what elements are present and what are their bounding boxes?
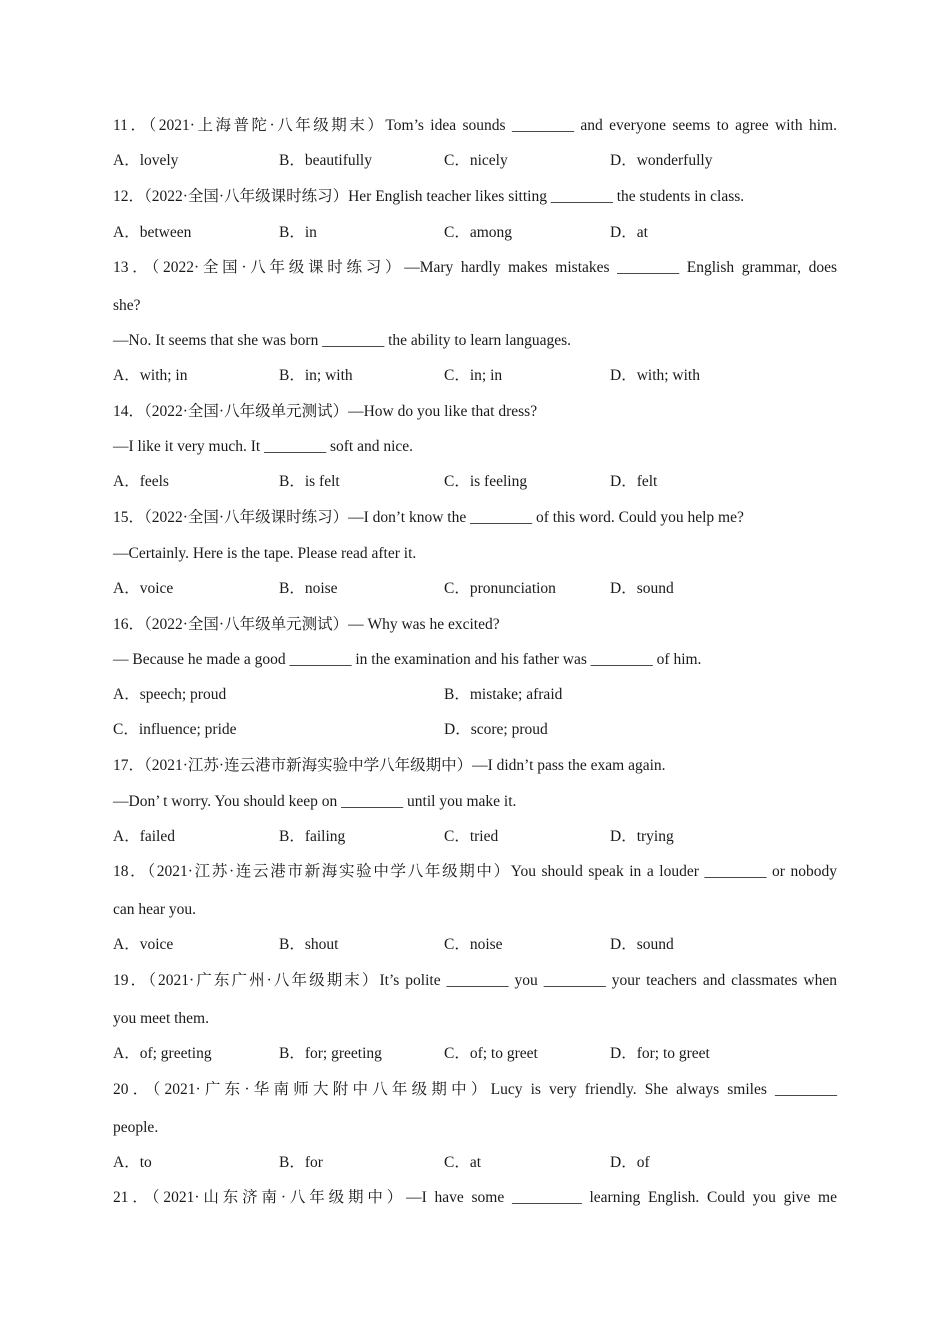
q19-option-b: B．for; greeting: [279, 1045, 382, 1062]
q20-option-c: C．at: [444, 1154, 482, 1171]
q15-option-c: C．pronunciation: [444, 580, 556, 597]
q20-option-a: A．to: [113, 1154, 152, 1171]
question-17-line-1: 17．（2021·江苏·连云港市新海实验中学八年级期中）—I didn’t pass the exam again.: [113, 757, 666, 774]
q19-option-a: A．of; greeting: [113, 1045, 212, 1062]
q12-option-a: A．between: [113, 224, 192, 241]
q18-option-d: D．sound: [610, 936, 674, 953]
q19-option-d: D．for; to greet: [610, 1045, 710, 1062]
q14-option-c: C．is feeling: [444, 473, 528, 490]
q20-option-b: B．for: [279, 1154, 323, 1171]
q17-option-a: A．failed: [113, 828, 175, 845]
q13-option-b: B．in; with: [279, 367, 353, 384]
q11-option-a: A．lovely: [113, 152, 179, 169]
question-20-line-1: 20．（2021·广东·华南师大附中八年级期中）Lucy is very friendly. She always smiles ________: [113, 1081, 837, 1098]
q15-option-b: B．noise: [279, 580, 338, 597]
question-14-line-2: —I like it very much. It ________ soft and nice.: [113, 438, 414, 455]
question-18-line-1: 18．（2021·江苏·连云港市新海实验中学八年级期中）You should speak in a louder ________ or nobody: [113, 863, 837, 880]
q19-option-c: C．of; to greet: [444, 1045, 538, 1062]
q15-option-d: D．sound: [610, 580, 674, 597]
question-16-line-1: 16．（2022·全国·八年级单元测试）— Why was he excited?: [113, 616, 500, 633]
question-20-line-2: people.: [113, 1119, 159, 1136]
q17-option-b: B．failing: [279, 828, 346, 845]
q13-option-a: A．with; in: [113, 367, 188, 384]
question-15-line-2: —Certainly. Here is the tape. Please read after it.: [113, 545, 417, 562]
q12-option-b: B．in: [279, 224, 317, 241]
question-18-line-2: can hear you.: [113, 901, 197, 918]
q16-option-d: D．score; proud: [444, 721, 548, 738]
q17-option-d: D．trying: [610, 828, 674, 845]
q11-option-b: B．beautifully: [279, 152, 372, 169]
question-19-line-2: you meet them.: [113, 1010, 209, 1027]
question-17-line-2: —Don’ t worry. You should keep on ________ until you make it.: [113, 793, 517, 810]
q16-option-a: A．speech; proud: [113, 686, 227, 703]
q11-option-c: C．nicely: [444, 152, 508, 169]
q13-option-d: D．with; with: [610, 367, 700, 384]
question-19-line-1: 19．（2021·广东广州·八年级期末）It’s polite ________ you ________ your teachers and classmates when: [113, 972, 837, 989]
question-13-line-2: she?: [113, 297, 141, 314]
q18-option-a: A．voice: [113, 936, 174, 953]
q17-option-c: C．tried: [444, 828, 499, 845]
question-12-line-1: 12．（2022·全国·八年级课时练习）Her English teacher likes sitting ________ the students in class.: [113, 188, 745, 205]
q18-option-c: C．noise: [444, 936, 503, 953]
question-15-line-1: 15．（2022·全国·八年级课时练习）—I don’t know the ________ of this word. Could you help me?: [113, 509, 744, 526]
q12-option-d: D．at: [610, 224, 648, 241]
q20-option-d: D．of: [610, 1154, 650, 1171]
q14-option-b: B．is felt: [279, 473, 340, 490]
q11-option-d: D．wonderfully: [610, 152, 713, 169]
question-13-line-3: —No. It seems that she was born ________ the ability to learn languages.: [113, 332, 572, 349]
q16-option-c: C．influence; pride: [113, 721, 237, 738]
q14-option-a: A．feels: [113, 473, 169, 490]
q14-option-d: D．felt: [610, 473, 658, 490]
q13-option-c: C．in; in: [444, 367, 503, 384]
question-11-line-1: 11．（2021·上海普陀·八年级期末）Tom’s idea sounds ________ and everyone seems to agree with him.: [113, 117, 837, 134]
question-21-line-1: 21．（2021·山东济南·八年级期中）—I have some _________ learning English. Could you give me: [113, 1189, 837, 1206]
q16-option-b: B．mistake; afraid: [444, 686, 563, 703]
question-14-line-1: 14．（2022·全国·八年级单元测试）—How do you like that dress?: [113, 403, 538, 420]
q18-option-b: B．shout: [279, 936, 339, 953]
question-13-line-1: 13．（2022·全国·八年级课时练习）—Mary hardly makes mistakes ________ English grammar, does: [113, 259, 837, 276]
q15-option-a: A．voice: [113, 580, 174, 597]
q12-option-c: C．among: [444, 224, 513, 241]
question-16-line-2: — Because he made a good ________ in the examination and his father was ________ of him.: [113, 651, 702, 668]
